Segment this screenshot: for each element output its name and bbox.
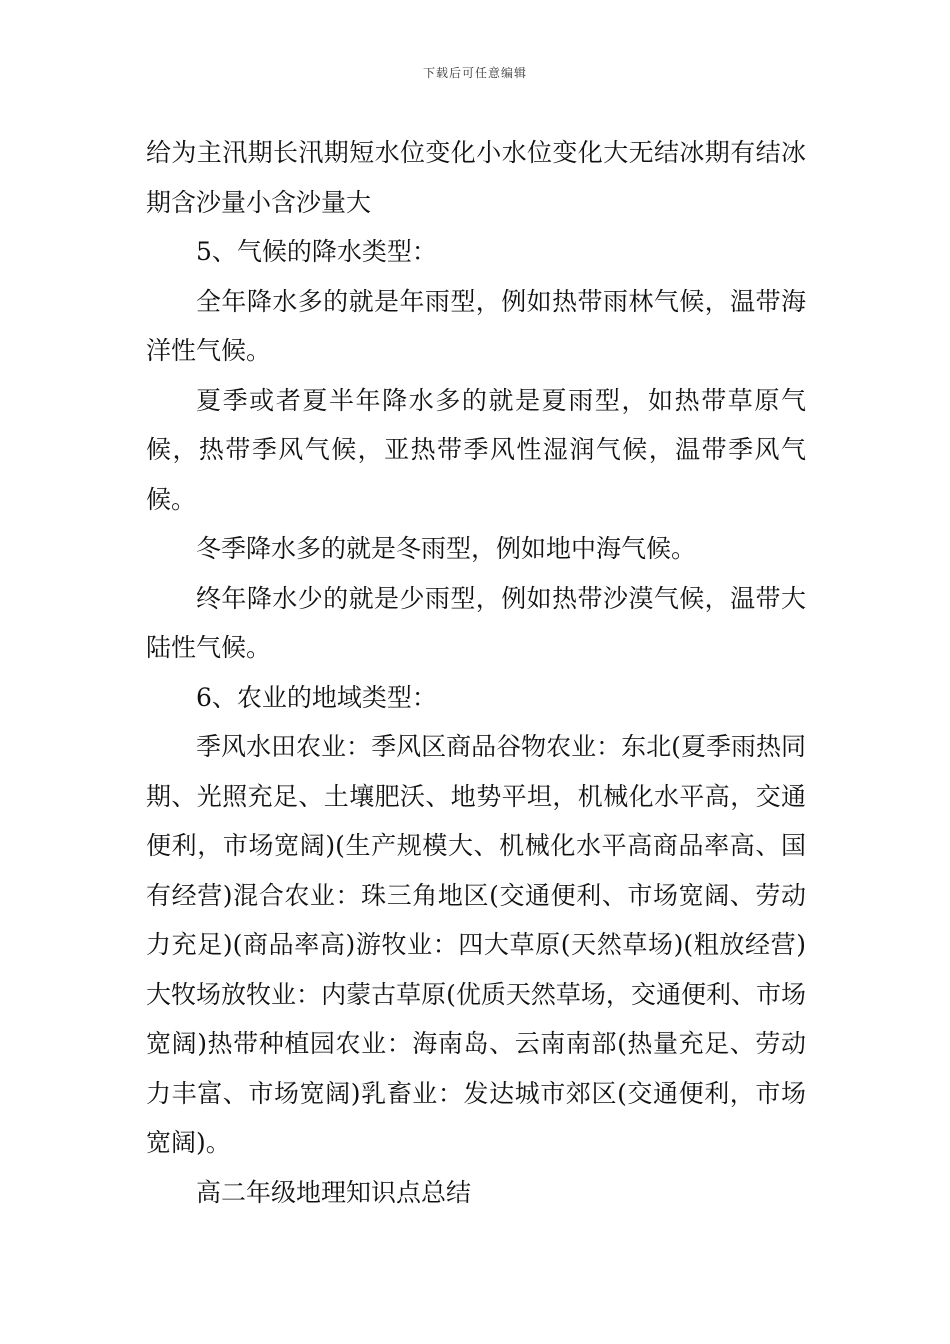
paragraph-summer-rain: 夏季或者夏半年降水多的就是夏雨型，如热带草原气候，热带季风气候，亚热带季风性湿润气候，温带季风气候。 [146,385,806,514]
heading-agriculture-types: 6、农业的地域类型： [196,682,437,712]
document-body [146,128,806,1217]
paragraph-agriculture-details: 季风水田农业：季风区商品谷物农业：东北(夏季雨热同期、光照充足、土壤肥沃、地势平坦，机械化水平高，交通便利，市场宽阔)(生产规模大、机械化水平高商品率高、国有经营)混合农业：珠三角地区(交通便利、市场宽阔、劳动力充足)(商品率高)游牧业：四大草原(天然草场)(粗放经营)大牧场放牧业：内蒙古草原(优质天然草场，交通便利、市场宽阔)热带种植园农业：海南岛、云南南部(热量充足、劳动力丰富、市场宽阔)乳畜业：发达城市郊区(交通便利，市场宽阔)。 [146,732,806,1157]
page-header: 下载后可任意编辑 [422,66,527,80]
paragraph-winter-rain: 冬季降水多的就是冬雨型，例如地中海气候。 [196,534,697,563]
paragraph-low-rain: 终年降水少的就是少雨型，例如热带沙漠气候，温带大陆性气候。 [146,583,806,662]
paragraph-river-features: 给为主汛期长汛期短水位变化小水位变化大无结冰期有结冰期含沙量小含沙量大 [146,138,806,217]
paragraph-year-round-rain: 全年降水多的就是年雨型，例如热带雨林气候，温带海洋性气候。 [146,286,806,365]
heading-precipitation-types: 5、气候的降水类型： [196,237,437,266]
section-title-summary: 高二年级地理知识点总结 [196,1177,472,1207]
